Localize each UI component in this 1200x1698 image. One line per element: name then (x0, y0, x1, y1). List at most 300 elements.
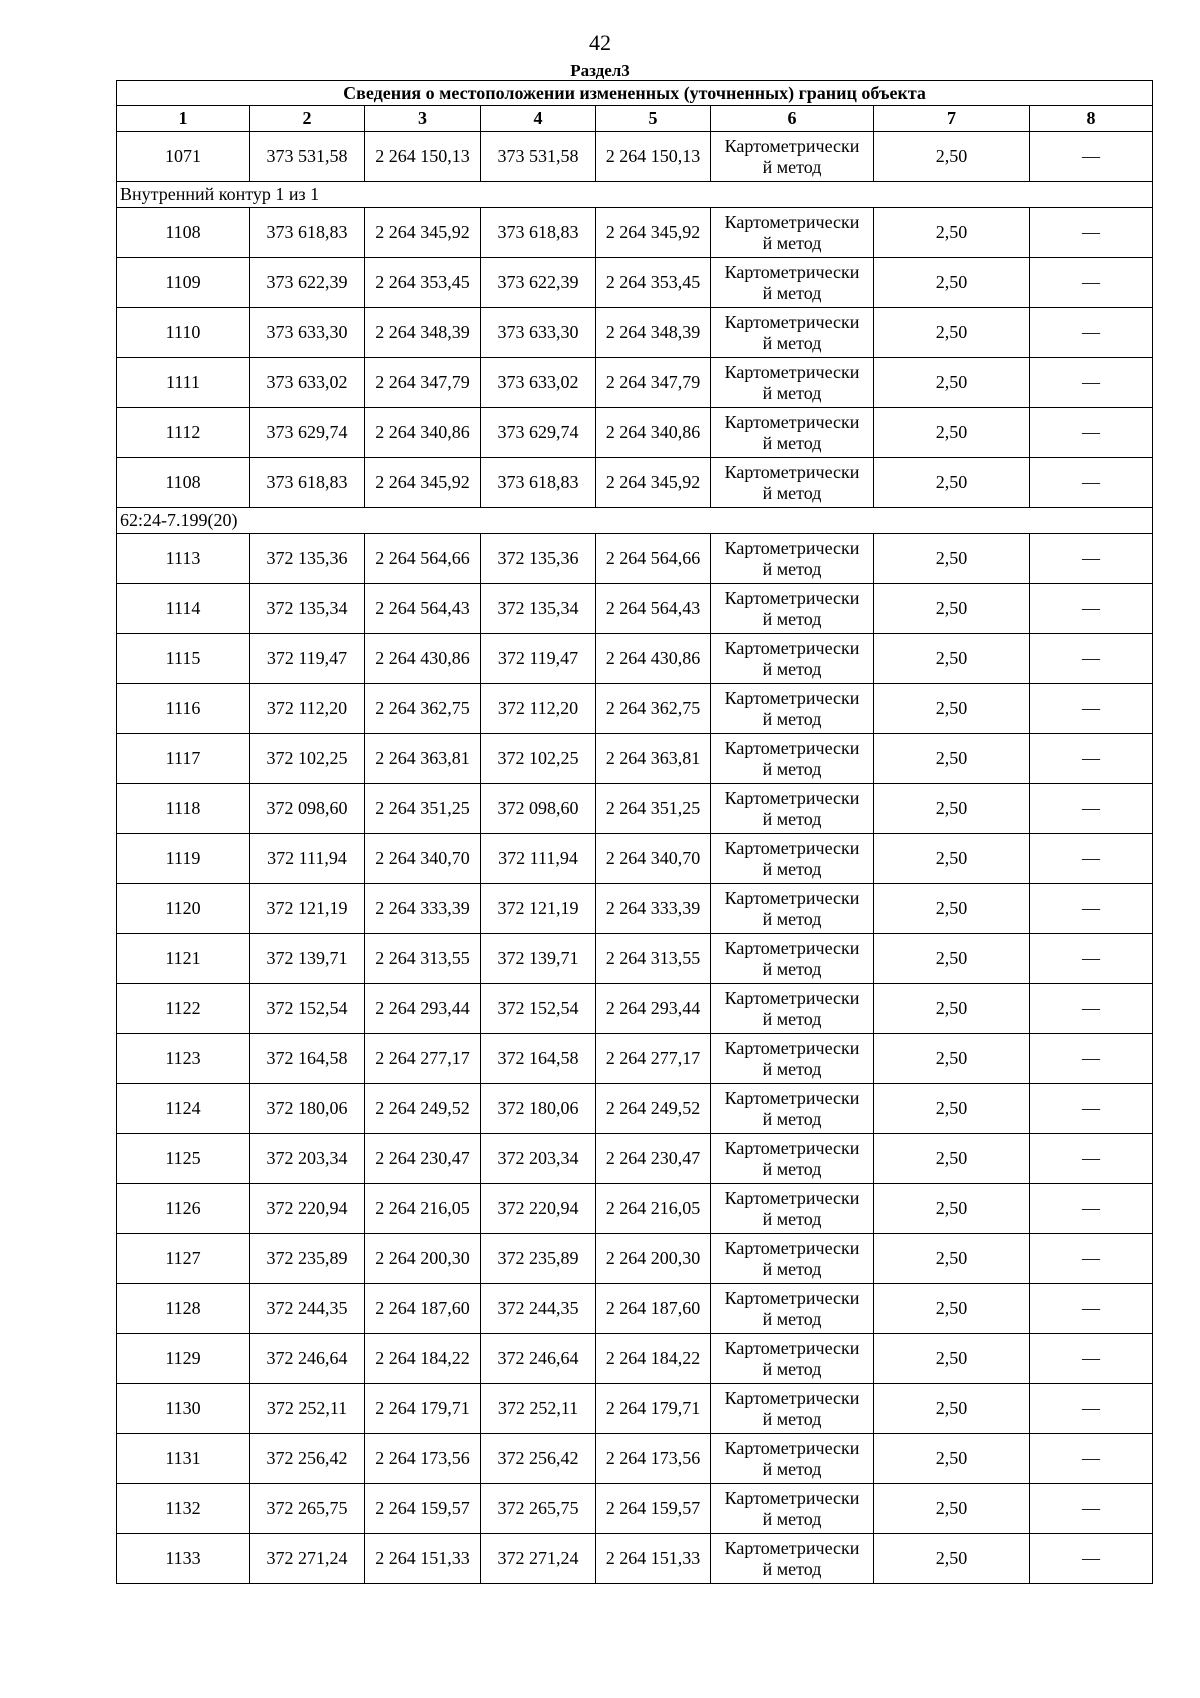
y-existing-cell: 2 264 347,79 (365, 358, 481, 408)
y-new-cell: 2 264 362,75 (596, 684, 711, 734)
method-text-line: й метод (762, 558, 822, 579)
method-text-line: Картометрически (724, 1137, 860, 1158)
description-cell: — (1030, 1234, 1153, 1284)
table-row (117, 1334, 1153, 1384)
y-existing-cell: 2 264 293,44 (365, 984, 481, 1034)
x-new-cell: 372 246,64 (481, 1334, 596, 1384)
y-existing-cell: 2 264 249,52 (365, 1084, 481, 1134)
method-text-line: й метод (762, 658, 822, 679)
x-new-cell: 373 618,83 (481, 458, 596, 508)
description-cell: — (1030, 1484, 1153, 1534)
point-number-cell: 1125 (117, 1134, 250, 1184)
accuracy-cell: 2,50 (874, 934, 1030, 984)
table-row (117, 132, 1153, 182)
method-cell (711, 734, 874, 784)
y-existing-cell: 2 264 351,25 (365, 784, 481, 834)
y-existing-cell: 2 264 340,86 (365, 408, 481, 458)
y-new-cell: 2 264 173,56 (596, 1434, 711, 1484)
method-cell (711, 1134, 874, 1184)
column-header: 2 (250, 106, 365, 132)
method-text-line: Картометрически (724, 211, 860, 232)
method-cell (711, 884, 874, 934)
method-cell (711, 984, 874, 1034)
description-cell: — (1030, 1384, 1153, 1434)
x-new-cell: 372 203,34 (481, 1134, 596, 1184)
description-cell: — (1030, 1284, 1153, 1334)
table-row (117, 734, 1153, 784)
y-existing-cell: 2 264 216,05 (365, 1184, 481, 1234)
description-cell: — (1030, 884, 1153, 934)
y-new-cell: 2 264 249,52 (596, 1084, 711, 1134)
point-number-cell: 1126 (117, 1184, 250, 1234)
description-cell: — (1030, 1184, 1153, 1234)
x-new-cell: 373 629,74 (481, 408, 596, 458)
method-text-line: й метод (762, 282, 822, 303)
table-row (117, 458, 1153, 508)
column-header: 8 (1030, 106, 1153, 132)
method-text-line: й метод (762, 1208, 822, 1229)
section-title: Раздел3 (570, 61, 630, 80)
accuracy-cell: 2,50 (874, 1184, 1030, 1234)
accuracy-cell: 2,50 (874, 1284, 1030, 1334)
accuracy-cell: 2,50 (874, 1384, 1030, 1434)
point-number-cell: 1130 (117, 1384, 250, 1434)
method-text-line: Картометрически (724, 1037, 860, 1058)
x-existing-cell: 372 135,34 (250, 584, 365, 634)
method-cell (711, 684, 874, 734)
method-text-line: й метод (762, 232, 822, 253)
y-new-cell: 2 264 363,81 (596, 734, 711, 784)
point-number-cell: 1112 (117, 408, 250, 458)
table-row (117, 358, 1153, 408)
x-new-cell: 372 121,19 (481, 884, 596, 934)
description-cell: — (1030, 1084, 1153, 1134)
accuracy-cell: 2,50 (874, 358, 1030, 408)
y-new-cell: 2 264 293,44 (596, 984, 711, 1034)
method-text-line: Картометрически (724, 311, 860, 332)
method-cell (711, 1334, 874, 1384)
method-text-line: Картометрически (724, 1337, 860, 1358)
accuracy-cell: 2,50 (874, 734, 1030, 784)
method-text-line: Картометрически (724, 787, 860, 808)
method-text-line: й метод (762, 1358, 822, 1379)
x-new-cell: 372 271,24 (481, 1534, 596, 1584)
description-cell: — (1030, 258, 1153, 308)
description-cell: — (1030, 358, 1153, 408)
y-new-cell: 2 264 184,22 (596, 1334, 711, 1384)
x-existing-cell: 372 121,19 (250, 884, 365, 934)
method-cell (711, 784, 874, 834)
point-number-cell: 1120 (117, 884, 250, 934)
table-caption: Сведения о местоположении измененных (уточненных) границ объекта (117, 81, 1153, 106)
x-existing-cell: 372 112,20 (250, 684, 365, 734)
accuracy-cell: 2,50 (874, 1484, 1030, 1534)
table-row (117, 408, 1153, 458)
x-new-cell: 373 633,30 (481, 308, 596, 358)
x-existing-cell: 372 244,35 (250, 1284, 365, 1334)
y-existing-cell: 2 264 430,86 (365, 634, 481, 684)
method-cell (711, 534, 874, 584)
description-cell: — (1030, 684, 1153, 734)
method-text-line: й метод (762, 608, 822, 629)
y-existing-cell: 2 264 345,92 (365, 458, 481, 508)
method-text-line: й метод (762, 482, 822, 503)
accuracy-cell: 2,50 (874, 208, 1030, 258)
method-text-line: й метод (762, 1108, 822, 1129)
y-new-cell: 2 264 277,17 (596, 1034, 711, 1084)
y-new-cell: 2 264 564,66 (596, 534, 711, 584)
table-row (117, 258, 1153, 308)
x-new-cell: 372 135,36 (481, 534, 596, 584)
x-existing-cell: 372 252,11 (250, 1384, 365, 1434)
x-existing-cell: 372 098,60 (250, 784, 365, 834)
point-number-cell: 1110 (117, 308, 250, 358)
contour-group-label: Внутренний контур 1 из 1 (117, 182, 1153, 208)
column-header: 5 (596, 106, 711, 132)
table-row (117, 884, 1153, 934)
method-text-line: Картометрически (724, 1237, 860, 1258)
x-existing-cell: 372 164,58 (250, 1034, 365, 1084)
x-new-cell: 372 102,25 (481, 734, 596, 784)
x-existing-cell: 373 633,30 (250, 308, 365, 358)
table-row (117, 1284, 1153, 1334)
accuracy-cell: 2,50 (874, 634, 1030, 684)
point-number-cell: 1123 (117, 1034, 250, 1084)
method-cell (711, 1034, 874, 1084)
x-existing-cell: 372 220,94 (250, 1184, 365, 1234)
method-text-line: Картометрически (724, 737, 860, 758)
method-text-line: Картометрически (724, 887, 860, 908)
method-text-line: Картометрически (724, 361, 860, 382)
x-existing-cell: 372 235,89 (250, 1234, 365, 1284)
method-cell (711, 458, 874, 508)
point-number-cell: 1131 (117, 1434, 250, 1484)
x-new-cell: 372 135,34 (481, 584, 596, 634)
y-existing-cell: 2 264 564,43 (365, 584, 481, 634)
accuracy-cell: 2,50 (874, 884, 1030, 934)
x-existing-cell: 372 139,71 (250, 934, 365, 984)
x-existing-cell: 372 265,75 (250, 1484, 365, 1534)
y-existing-cell: 2 264 187,60 (365, 1284, 481, 1334)
description-cell: — (1030, 984, 1153, 1034)
table-row (117, 1534, 1153, 1584)
accuracy-cell: 2,50 (874, 534, 1030, 584)
x-new-cell: 373 618,83 (481, 208, 596, 258)
description-cell: — (1030, 1434, 1153, 1484)
description-cell: — (1030, 1134, 1153, 1184)
x-new-cell: 372 152,54 (481, 984, 596, 1034)
x-existing-cell: 373 531,58 (250, 132, 365, 182)
y-existing-cell: 2 264 150,13 (365, 132, 481, 182)
x-new-cell: 373 622,39 (481, 258, 596, 308)
description-cell: — (1030, 208, 1153, 258)
y-existing-cell: 2 264 200,30 (365, 1234, 481, 1284)
column-header: 4 (481, 106, 596, 132)
x-new-cell: 372 119,47 (481, 634, 596, 684)
method-cell (711, 132, 874, 182)
method-text-line: й метод (762, 1258, 822, 1279)
table-row (117, 934, 1153, 984)
table-row (117, 1434, 1153, 1484)
x-new-cell: 372 265,75 (481, 1484, 596, 1534)
x-existing-cell: 372 152,54 (250, 984, 365, 1034)
description-cell: — (1030, 934, 1153, 984)
y-new-cell: 2 264 345,92 (596, 458, 711, 508)
y-new-cell: 2 264 348,39 (596, 308, 711, 358)
contour-group-label: 62:24-7.199(20) (117, 508, 1153, 534)
accuracy-cell: 2,50 (874, 1034, 1030, 1084)
method-text-line: Картометрически (724, 987, 860, 1008)
x-existing-cell: 372 135,36 (250, 534, 365, 584)
method-cell (711, 1184, 874, 1234)
point-number-cell: 1117 (117, 734, 250, 784)
accuracy-cell: 2,50 (874, 1134, 1030, 1184)
method-cell (711, 1084, 874, 1134)
x-existing-cell: 372 246,64 (250, 1334, 365, 1384)
accuracy-cell: 2,50 (874, 258, 1030, 308)
method-cell (711, 584, 874, 634)
table-row (117, 1384, 1153, 1434)
method-text-line: Картометрически (724, 1187, 860, 1208)
x-existing-cell: 373 622,39 (250, 258, 365, 308)
x-new-cell: 372 111,94 (481, 834, 596, 884)
x-existing-cell: 372 111,94 (250, 834, 365, 884)
y-new-cell: 2 264 333,39 (596, 884, 711, 934)
method-text-line: Картометрически (724, 537, 860, 558)
method-cell (711, 1434, 874, 1484)
method-text-line: Картометрически (724, 1287, 860, 1308)
x-existing-cell: 372 271,24 (250, 1534, 365, 1584)
point-number-cell: 1119 (117, 834, 250, 884)
point-number-cell: 1124 (117, 1084, 250, 1134)
method-cell (711, 208, 874, 258)
table-row (117, 1034, 1153, 1084)
method-text-line: й метод (762, 1558, 822, 1579)
y-existing-cell: 2 264 159,57 (365, 1484, 481, 1534)
accuracy-cell: 2,50 (874, 308, 1030, 358)
x-existing-cell: 372 256,42 (250, 1434, 365, 1484)
method-text-line: й метод (762, 708, 822, 729)
description-cell: — (1030, 634, 1153, 684)
y-new-cell: 2 264 150,13 (596, 132, 711, 182)
y-new-cell: 2 264 564,43 (596, 584, 711, 634)
method-text-line: Картометрически (724, 411, 860, 432)
x-new-cell: 372 235,89 (481, 1234, 596, 1284)
table-row (117, 684, 1153, 734)
point-number-cell: 1121 (117, 934, 250, 984)
y-new-cell: 2 264 353,45 (596, 258, 711, 308)
y-existing-cell: 2 264 345,92 (365, 208, 481, 258)
y-existing-cell: 2 264 230,47 (365, 1134, 481, 1184)
accuracy-cell: 2,50 (874, 584, 1030, 634)
y-new-cell: 2 264 351,25 (596, 784, 711, 834)
x-new-cell: 372 139,71 (481, 934, 596, 984)
method-text-line: й метод (762, 758, 822, 779)
y-existing-cell: 2 264 179,71 (365, 1384, 481, 1434)
point-number-cell: 1118 (117, 784, 250, 834)
table-row (117, 308, 1153, 358)
x-new-cell: 372 098,60 (481, 784, 596, 834)
point-number-cell: 1122 (117, 984, 250, 1034)
y-existing-cell: 2 264 333,39 (365, 884, 481, 934)
table-row (117, 634, 1153, 684)
point-number-cell: 1111 (117, 358, 250, 408)
y-existing-cell: 2 264 340,70 (365, 834, 481, 884)
y-existing-cell: 2 264 313,55 (365, 934, 481, 984)
method-cell (711, 934, 874, 984)
x-new-cell: 372 244,35 (481, 1284, 596, 1334)
x-existing-cell: 372 102,25 (250, 734, 365, 784)
description-cell: — (1030, 1034, 1153, 1084)
method-cell (711, 834, 874, 884)
accuracy-cell: 2,50 (874, 132, 1030, 182)
column-header: 3 (365, 106, 481, 132)
table-row (117, 1134, 1153, 1184)
description-cell: — (1030, 132, 1153, 182)
method-cell (711, 258, 874, 308)
point-number-cell: 1108 (117, 208, 250, 258)
point-number-cell: 1133 (117, 1534, 250, 1584)
method-text-line: Картометрически (724, 1487, 860, 1508)
y-new-cell: 2 264 347,79 (596, 358, 711, 408)
table-row (117, 1084, 1153, 1134)
y-existing-cell: 2 264 362,75 (365, 684, 481, 734)
x-new-cell: 373 531,58 (481, 132, 596, 182)
description-cell: — (1030, 458, 1153, 508)
description-cell: — (1030, 1534, 1153, 1584)
accuracy-cell: 2,50 (874, 458, 1030, 508)
point-number-cell: 1114 (117, 584, 250, 634)
method-cell (711, 1234, 874, 1284)
accuracy-cell: 2,50 (874, 834, 1030, 884)
description-cell: — (1030, 308, 1153, 358)
y-new-cell: 2 264 200,30 (596, 1234, 711, 1284)
accuracy-cell: 2,50 (874, 1434, 1030, 1484)
method-text-line: й метод (762, 1058, 822, 1079)
point-number-cell: 1108 (117, 458, 250, 508)
accuracy-cell: 2,50 (874, 1234, 1030, 1284)
y-new-cell: 2 264 313,55 (596, 934, 711, 984)
method-text-line: Картометрически (724, 261, 860, 282)
x-new-cell: 372 220,94 (481, 1184, 596, 1234)
point-number-cell: 1129 (117, 1334, 250, 1384)
column-header: 6 (711, 106, 874, 132)
y-new-cell: 2 264 230,47 (596, 1134, 711, 1184)
method-text-line: й метод (762, 382, 822, 403)
method-text-line: й метод (762, 1308, 822, 1329)
method-text-line: Картометрически (724, 687, 860, 708)
accuracy-cell: 2,50 (874, 408, 1030, 458)
y-new-cell: 2 264 187,60 (596, 1284, 711, 1334)
method-cell (711, 1484, 874, 1534)
x-existing-cell: 372 203,34 (250, 1134, 365, 1184)
contour-group-row (117, 508, 1153, 534)
x-new-cell: 372 164,58 (481, 1034, 596, 1084)
method-cell (711, 634, 874, 684)
method-text-line: Картометрически (724, 637, 860, 658)
x-new-cell: 372 180,06 (481, 1084, 596, 1134)
contour-group-row (117, 182, 1153, 208)
description-cell: — (1030, 584, 1153, 634)
method-text-line: Картометрически (724, 837, 860, 858)
table-row (117, 784, 1153, 834)
method-text-line: й метод (762, 1508, 822, 1529)
method-text-line: Картометрически (724, 1387, 860, 1408)
method-text-line: й метод (762, 1408, 822, 1429)
table-row (117, 1484, 1153, 1534)
method-text-line: Картометрически (724, 1087, 860, 1108)
y-existing-cell: 2 264 184,22 (365, 1334, 481, 1384)
method-text-line: й метод (762, 332, 822, 353)
y-new-cell: 2 264 340,86 (596, 408, 711, 458)
description-cell: — (1030, 734, 1153, 784)
column-number-row (117, 106, 1153, 132)
y-existing-cell: 2 264 277,17 (365, 1034, 481, 1084)
y-new-cell: 2 264 340,70 (596, 834, 711, 884)
y-existing-cell: 2 264 353,45 (365, 258, 481, 308)
y-existing-cell: 2 264 564,66 (365, 534, 481, 584)
method-text-line: й метод (762, 858, 822, 879)
method-text-line: Картометрически (724, 461, 860, 482)
method-text-line: й метод (762, 156, 822, 177)
method-text-line: й метод (762, 1158, 822, 1179)
y-existing-cell: 2 264 363,81 (365, 734, 481, 784)
y-existing-cell: 2 264 348,39 (365, 308, 481, 358)
x-existing-cell: 372 119,47 (250, 634, 365, 684)
table-row (117, 834, 1153, 884)
boundary-table (116, 80, 1153, 1584)
y-existing-cell: 2 264 173,56 (365, 1434, 481, 1484)
point-number-cell: 1071 (117, 132, 250, 182)
x-existing-cell: 372 180,06 (250, 1084, 365, 1134)
point-number-cell: 1127 (117, 1234, 250, 1284)
y-new-cell: 2 264 151,33 (596, 1534, 711, 1584)
x-existing-cell: 373 629,74 (250, 408, 365, 458)
description-cell: — (1030, 1334, 1153, 1384)
x-new-cell: 373 633,02 (481, 358, 596, 408)
table-row (117, 208, 1153, 258)
table-row (117, 584, 1153, 634)
point-number-cell: 1132 (117, 1484, 250, 1534)
y-new-cell: 2 264 179,71 (596, 1384, 711, 1434)
point-number-cell: 1115 (117, 634, 250, 684)
method-text-line: й метод (762, 808, 822, 829)
point-number-cell: 1109 (117, 258, 250, 308)
description-cell: — (1030, 408, 1153, 458)
column-header: 7 (874, 106, 1030, 132)
x-existing-cell: 373 618,83 (250, 208, 365, 258)
method-text-line: Картометрически (724, 1537, 860, 1558)
accuracy-cell: 2,50 (874, 1084, 1030, 1134)
page-number: 42 (589, 30, 611, 55)
method-text-line: й метод (762, 908, 822, 929)
x-existing-cell: 373 633,02 (250, 358, 365, 408)
y-new-cell: 2 264 430,86 (596, 634, 711, 684)
description-cell: — (1030, 784, 1153, 834)
method-text-line: Картометрически (724, 135, 860, 156)
table-row (117, 534, 1153, 584)
accuracy-cell: 2,50 (874, 1534, 1030, 1584)
method-text-line: й метод (762, 1458, 822, 1479)
description-cell: — (1030, 834, 1153, 884)
accuracy-cell: 2,50 (874, 784, 1030, 834)
method-text-line: Картометрически (724, 937, 860, 958)
description-cell: — (1030, 534, 1153, 584)
method-cell (711, 1384, 874, 1434)
column-header: 1 (117, 106, 250, 132)
method-text-line: й метод (762, 1008, 822, 1029)
point-number-cell: 1128 (117, 1284, 250, 1334)
